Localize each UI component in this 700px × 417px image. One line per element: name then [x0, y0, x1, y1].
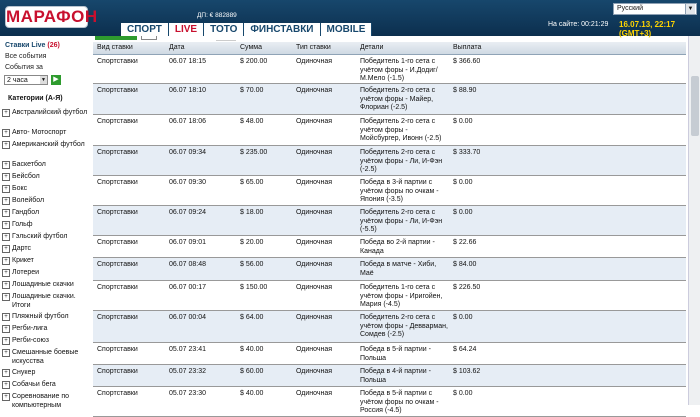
nav-live[interactable]: LIVE: [169, 23, 204, 36]
category-item[interactable]: [2, 336, 90, 345]
top-header: [0, 0, 700, 36]
expand-plus-icon[interactable]: +: [2, 173, 10, 181]
expand-plus-icon[interactable]: +: [2, 257, 10, 265]
cell-payout: $ 226.50: [453, 284, 481, 291]
col-details-header[interactable]: Детали: [360, 44, 384, 51]
cell-details: Победа в 3-й партии с учётом форы по очкам - Япония (-3.5): [360, 179, 439, 203]
expand-plus-icon[interactable]: +: [2, 369, 10, 377]
category-label: Американский футбол: [12, 141, 85, 148]
cell-payout: $ 22.66: [453, 239, 477, 246]
category-item[interactable]: [2, 280, 90, 289]
cell-type: Одиночная: [296, 261, 333, 268]
cell-details: Победитель 2-го сета с учётом форы - Майер, Флориан (-2.5): [360, 87, 436, 111]
cell-kind: Спортставки: [97, 149, 138, 156]
cell-details: Победитель 2-го сета с учётом форы - Девварман, Сомдев (-2.5): [360, 314, 448, 338]
expand-plus-icon[interactable]: +: [2, 325, 10, 333]
bet-history: [93, 36, 686, 414]
cell-kind: Спортставки: [97, 87, 138, 94]
cell-payout: $ 0.00: [453, 314, 473, 321]
cell-date: 06.07 09:30: [169, 179, 206, 186]
cell-date: 06.07 08:48: [169, 261, 206, 268]
cell-details: Победитель 1-го сета с учётом форы - Иригойен, Мария (-4.5): [360, 284, 443, 308]
nav-mobile[interactable]: MOBILE: [321, 23, 373, 36]
expand-plus-icon[interactable]: +: [2, 269, 10, 277]
cell-payout: $ 88.90: [453, 87, 477, 94]
cell-details: Победа во 2-й партии - Канада: [360, 239, 435, 255]
period-select[interactable]: [4, 75, 48, 85]
cell-kind: Спортставки: [97, 209, 138, 216]
category-item[interactable]: [2, 160, 90, 169]
category-label: Гэльский футбол: [12, 233, 68, 240]
scrollbar-thumb[interactable]: [691, 76, 699, 136]
cell-date: 06.07 09:34: [169, 149, 206, 156]
category-label: Авто- Мотоспорт: [12, 129, 67, 136]
table-row[interactable]: [93, 365, 686, 387]
cell-type: Одиночная: [296, 118, 333, 125]
cell-sum: $ 64.00: [240, 314, 264, 321]
category-item[interactable]: [2, 140, 90, 149]
cell-sum: $ 20.00: [240, 239, 264, 246]
category-label: Снукер: [12, 369, 36, 376]
category-label: Австралийский футбол: [12, 109, 88, 116]
chevron-down-icon: ▼: [41, 77, 46, 83]
sidebar: [0, 36, 92, 409]
expand-plus-icon[interactable]: +: [2, 185, 10, 193]
cell-kind: Спортставки: [97, 179, 138, 186]
category-label: Гандбол: [12, 209, 40, 216]
cell-payout: $ 84.00: [453, 261, 477, 268]
play-arrow-icon[interactable]: ▶: [51, 75, 61, 85]
cell-payout: $ 366.60: [453, 58, 481, 65]
all-events-link[interactable]: Все события: [5, 53, 47, 60]
chevron-down-icon: ▼: [685, 4, 695, 14]
category-label: Крикет: [12, 257, 34, 264]
category-label: Пляжный футбол: [12, 313, 69, 320]
cell-kind: Спортставки: [97, 118, 138, 125]
nav-finstavki[interactable]: ФИНСТАВКИ: [244, 23, 320, 36]
cell-type: Одиночная: [296, 368, 333, 375]
events-for-label: События за: [5, 64, 43, 71]
active-tab[interactable]: [95, 36, 137, 40]
table-row[interactable]: [93, 206, 686, 236]
category-item[interactable]: [2, 348, 90, 366]
category-item[interactable]: [2, 392, 90, 410]
col-kind-header[interactable]: Вид ставки: [97, 44, 133, 51]
category-label: Волейбол: [12, 197, 45, 204]
cell-sum: $ 18.00: [240, 209, 264, 216]
category-item[interactable]: [2, 128, 90, 137]
period-value: 2 часа: [7, 77, 28, 84]
category-item[interactable]: [2, 108, 90, 117]
col-payout-header[interactable]: Выплата: [453, 44, 482, 51]
cell-payout: $ 103.62: [453, 368, 481, 375]
cell-type: Одиночная: [296, 284, 333, 291]
tab-underline: [216, 36, 236, 41]
col-type-header[interactable]: Тип ставки: [296, 44, 331, 51]
cell-date: 06.07 18:15: [169, 58, 206, 65]
category-label: Регби-союз: [12, 337, 49, 344]
cell-type: Одиночная: [296, 209, 333, 216]
cell-date: 06.07 09:24: [169, 209, 206, 216]
cell-date: 06.07 09:01: [169, 239, 206, 246]
expand-plus-icon[interactable]: +: [2, 293, 10, 301]
expand-plus-icon[interactable]: +: [2, 313, 10, 321]
table-row[interactable]: [93, 146, 686, 176]
cell-sum: $ 200.00: [240, 58, 268, 65]
cell-type: Одиночная: [296, 314, 333, 321]
cell-type: Одиночная: [296, 149, 333, 156]
table-header: [93, 42, 686, 55]
category-label: Лошадиные скачки: [12, 281, 74, 288]
cell-sum: $ 56.00: [240, 261, 264, 268]
logo-text: МАРАФОН: [6, 7, 98, 26]
cell-kind: Спортставки: [97, 346, 138, 353]
server-clock: 16.07.13, 22:17 (GMT+3): [619, 20, 676, 38]
expand-plus-icon[interactable]: +: [2, 209, 10, 217]
expand-plus-icon[interactable]: +: [2, 197, 10, 205]
cell-kind: Спортставки: [97, 368, 138, 375]
cell-sum: $ 40.00: [240, 390, 264, 397]
table-row[interactable]: [93, 258, 686, 281]
category-label: Лотереи: [12, 269, 40, 276]
category-item[interactable]: [2, 368, 90, 377]
category-item[interactable]: [2, 268, 90, 277]
category-label: Бокс: [12, 185, 28, 192]
cell-kind: Спортставки: [97, 239, 138, 246]
expand-plus-icon[interactable]: +: [2, 221, 10, 229]
col-date-header[interactable]: Дата: [169, 44, 185, 51]
cell-sum: $ 65.00: [240, 179, 264, 186]
table-row[interactable]: [93, 343, 686, 365]
category-item[interactable]: [2, 380, 90, 389]
cell-date: 06.07 00:04: [169, 314, 206, 321]
table-row[interactable]: [93, 55, 686, 84]
marathon-logo[interactable]: [5, 6, 98, 28]
cell-date: 05.07 23:30: [169, 390, 206, 397]
cell-details: Победитель 1-го сета с учётом форы - И.Додиг/М.Мело (-1.5): [360, 58, 438, 82]
cell-payout: $ 0.00: [453, 390, 473, 397]
table-row[interactable]: [93, 387, 686, 417]
cell-payout: $ 0.00: [453, 179, 473, 186]
expand-plus-icon[interactable]: +: [2, 349, 10, 357]
category-item[interactable]: [2, 220, 90, 229]
tab[interactable]: [141, 36, 157, 40]
cell-details: Победитель 2-го сета с учётом форы - Мойсбургер, Ивонн (-2.5): [360, 118, 442, 142]
expand-plus-icon[interactable]: +: [2, 337, 10, 345]
cell-payout: $ 64.24: [453, 346, 477, 353]
cell-type: Одиночная: [296, 179, 333, 186]
cell-type: Одиночная: [296, 87, 333, 94]
category-label: Дартс: [12, 245, 32, 252]
live-label: Ставки Live: [5, 42, 46, 49]
category-item[interactable]: [2, 232, 90, 241]
live-bets-link[interactable]: [5, 42, 60, 49]
language-select[interactable]: [613, 3, 697, 15]
cell-sum: $ 70.00: [240, 87, 264, 94]
vertical-scrollbar[interactable]: [688, 36, 700, 405]
cell-type: Одиночная: [296, 239, 333, 246]
expand-plus-icon[interactable]: +: [2, 109, 10, 117]
cell-date: 06.07 00:17: [169, 284, 206, 291]
cell-kind: Спортставки: [97, 390, 138, 397]
category-item[interactable]: [2, 244, 90, 253]
category-item[interactable]: [2, 208, 90, 217]
language-value: Русский: [617, 5, 643, 12]
cell-date: 05.07 23:32: [169, 368, 206, 375]
table-row[interactable]: [93, 311, 686, 343]
expand-plus-icon[interactable]: +: [2, 281, 10, 289]
category-label: Регби-лига: [12, 325, 48, 332]
category-item[interactable]: [2, 196, 90, 205]
expand-plus-icon[interactable]: +: [2, 245, 10, 253]
expand-plus-icon[interactable]: +: [2, 129, 10, 137]
category-label: Лошадиные скачки. Итоги: [12, 293, 76, 309]
category-item[interactable]: [2, 184, 90, 193]
table-row[interactable]: [93, 115, 686, 146]
nav-sport[interactable]: СПОРТ: [121, 23, 169, 36]
category-label: Соревнование по компьютерным: [12, 393, 70, 409]
category-label: Баскетбол: [12, 161, 46, 168]
table-row[interactable]: [93, 84, 686, 115]
cell-sum: $ 235.00: [240, 149, 268, 156]
cell-payout: $ 0.00: [453, 209, 473, 216]
cell-details: Победитель 2-го сета с учётом форы - Ли, И-Фэн (-5.5): [360, 209, 443, 233]
cell-date: 06.07 18:06: [169, 118, 206, 125]
main-nav: [121, 23, 372, 36]
live-count: (26): [47, 42, 60, 49]
cell-details: Победа в 5-й партии - Польша: [360, 346, 431, 362]
expand-plus-icon[interactable]: +: [2, 161, 10, 169]
category-label: Гольф: [12, 221, 33, 228]
account-balance: ДП: € 882889: [197, 12, 237, 19]
cell-kind: Спортставки: [97, 284, 138, 291]
categories-title: Категории (А-Я): [8, 95, 63, 102]
expand-plus-icon[interactable]: +: [2, 141, 10, 149]
category-item[interactable]: [2, 312, 90, 321]
category-label: Смешанные боевые искусства: [12, 349, 79, 365]
category-item[interactable]: [2, 172, 90, 181]
cell-sum: $ 40.00: [240, 346, 264, 353]
cell-details: Победа в 4-й партии - Польша: [360, 368, 431, 384]
cell-date: 06.07 18:10: [169, 87, 206, 94]
cell-sum: $ 48.00: [240, 118, 264, 125]
cell-details: Победа в 5-й партии с учётом форы по очкам - Россия (-4.5): [360, 390, 439, 414]
category-label: Собачьи бега: [12, 381, 56, 388]
expand-plus-icon[interactable]: +: [2, 393, 10, 401]
cell-kind: Спортставки: [97, 314, 138, 321]
nav-toto[interactable]: ТОТО: [204, 23, 244, 36]
cell-type: Одиночная: [296, 58, 333, 65]
cell-details: Победа в матче - Хиби, Маё: [360, 261, 437, 277]
site-time: На сайте: 00:21:29: [548, 21, 609, 28]
cell-kind: Спортставки: [97, 261, 138, 268]
table-row[interactable]: [93, 176, 686, 206]
cell-payout: $ 0.00: [453, 118, 473, 125]
table-row[interactable]: [93, 281, 686, 311]
cell-sum: $ 60.00: [240, 368, 264, 375]
cell-details: Победитель 2-го сета с учётом форы - Ли, И-Фэн (-2.5): [360, 149, 443, 173]
cell-date: 05.07 23:41: [169, 346, 206, 353]
cell-sum: $ 150.00: [240, 284, 268, 291]
category-item[interactable]: [2, 256, 90, 265]
category-item[interactable]: [2, 292, 90, 310]
expand-plus-icon[interactable]: +: [2, 233, 10, 241]
cell-type: Одиночная: [296, 390, 333, 397]
category-label: Бейсбол: [12, 173, 40, 180]
table-row[interactable]: [93, 236, 686, 258]
expand-plus-icon[interactable]: +: [2, 381, 10, 389]
cell-payout: $ 333.70: [453, 149, 481, 156]
category-item[interactable]: [2, 324, 90, 333]
cell-type: Одиночная: [296, 346, 333, 353]
cell-kind: Спортставки: [97, 58, 138, 65]
col-sum-header[interactable]: Сумма: [240, 44, 262, 51]
